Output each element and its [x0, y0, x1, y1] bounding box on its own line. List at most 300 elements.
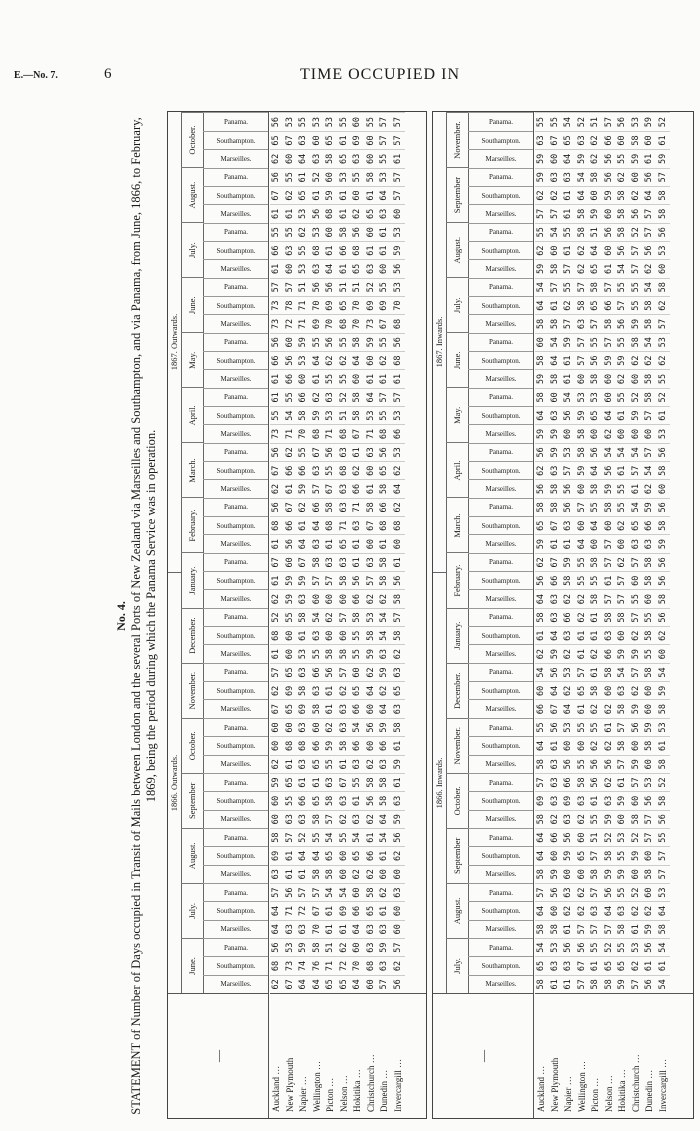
- days-cell: 62: [603, 424, 617, 442]
- port-label: Southampton.: [215, 851, 256, 860]
- port-label: Panama.: [488, 723, 513, 732]
- days-cell: 60: [365, 131, 379, 149]
- days-cell: 62: [630, 956, 644, 974]
- days-cell: 60: [616, 424, 630, 442]
- days-cell: 63: [549, 773, 563, 791]
- days-cell: 69: [378, 296, 392, 314]
- days-cell: 62: [392, 461, 406, 479]
- port-label: Panama.: [488, 668, 513, 677]
- port-heading: [203, 314, 268, 332]
- days-cell: 55: [630, 296, 644, 314]
- days-cell: 58: [643, 865, 657, 883]
- days-cell: 57: [324, 810, 338, 828]
- port-label: Panama.: [223, 338, 248, 347]
- days-cell: 56: [324, 443, 338, 461]
- port-label: Panama.: [223, 283, 248, 292]
- days-cell: 56: [535, 443, 549, 461]
- days-cell: 56: [378, 443, 392, 461]
- days-cell: 63: [338, 791, 352, 809]
- days-cell: 58: [535, 351, 549, 369]
- port-heading: [203, 443, 268, 461]
- days-cell: 56: [311, 278, 325, 296]
- month-heading: July.: [446, 938, 468, 993]
- days-cell: 60: [535, 333, 549, 351]
- days-cell: 62: [589, 736, 603, 754]
- days-cell: 59: [657, 681, 671, 699]
- days-cell: 61: [338, 204, 352, 222]
- port-heading: [203, 149, 268, 167]
- days-cell: 64: [535, 406, 549, 424]
- port-label: Southampton.: [215, 796, 256, 805]
- month-heading: March.: [181, 442, 203, 497]
- days-cell: 60: [284, 259, 298, 277]
- days-cell: 55: [616, 846, 630, 864]
- days-cell: 60: [351, 186, 365, 204]
- days-cell: 66: [378, 498, 392, 516]
- days-cell: 58: [324, 498, 338, 516]
- port-heading: [468, 608, 533, 626]
- days-cell: 63: [549, 755, 563, 773]
- port-label: Panama.: [223, 558, 248, 567]
- days-cell: 58: [616, 223, 630, 241]
- days-cell: 64: [297, 846, 311, 864]
- days-cell: 63: [392, 700, 406, 718]
- days-cell: 68: [270, 956, 284, 974]
- port-label: Southampton.: [480, 906, 521, 915]
- port-label: Panama.: [223, 668, 248, 677]
- days-cell: 61: [365, 828, 379, 846]
- town-label: Hokitika …: [617, 1069, 627, 1112]
- days-cell: 63: [549, 589, 563, 607]
- days-cell: 59: [535, 369, 549, 387]
- port-label: Panama.: [223, 503, 248, 512]
- days-cell: 58: [643, 369, 657, 387]
- days-cell: 65: [589, 406, 603, 424]
- days-cell: 52: [630, 223, 644, 241]
- days-cell: 63: [365, 920, 379, 938]
- port-heading: [468, 901, 533, 919]
- days-cell: 54: [535, 278, 549, 296]
- days-cell: 60: [270, 736, 284, 754]
- days-cell: 56: [562, 479, 576, 497]
- port-label: Panama.: [223, 228, 248, 237]
- days-cell: 59: [616, 791, 630, 809]
- days-cell: 57: [657, 846, 671, 864]
- days-cell: 58: [616, 700, 630, 718]
- days-cell: 61: [657, 131, 671, 149]
- days-cell: 60: [549, 901, 563, 919]
- month-heading: April.: [181, 387, 203, 442]
- days-cell: 63: [311, 149, 325, 167]
- days-cell: 53: [297, 644, 311, 662]
- days-cell: 60: [351, 938, 365, 956]
- days-cell: 57: [338, 608, 352, 626]
- days-cell: 54: [643, 278, 657, 296]
- days-cell: 59: [643, 113, 657, 131]
- days-cell: 63: [324, 773, 338, 791]
- days-cell: 61: [392, 553, 406, 571]
- days-cell: 58: [643, 736, 657, 754]
- port-label: Southampton.: [480, 741, 521, 750]
- port-heading: [468, 828, 533, 846]
- days-cell: 64: [378, 700, 392, 718]
- port-heading: [203, 901, 268, 919]
- days-cell: 62: [630, 681, 644, 699]
- port-heading: [468, 791, 533, 809]
- port-label: Panama.: [223, 118, 248, 127]
- days-cell: 57: [270, 663, 284, 681]
- days-cell: 62: [535, 553, 549, 571]
- days-cell: 63: [562, 516, 576, 534]
- days-cell: 60: [589, 534, 603, 552]
- days-cell: 60: [643, 681, 657, 699]
- days-cell: 60: [324, 168, 338, 186]
- days-cell: 55: [338, 369, 352, 387]
- port-label: Panama.: [223, 943, 248, 952]
- month-heading: August.: [181, 167, 203, 222]
- days-cell: 58: [297, 681, 311, 699]
- days-cell: 58: [338, 736, 352, 754]
- days-cell: 52: [657, 113, 671, 131]
- days-cell: 65: [351, 681, 365, 699]
- days-cell: 58: [657, 791, 671, 809]
- table-row: [270, 112, 284, 993]
- days-cell: 66: [378, 736, 392, 754]
- port-label: Marseilles.: [485, 319, 516, 328]
- days-cell: 64: [297, 534, 311, 552]
- days-cell: 62: [365, 810, 379, 828]
- days-cell: 58: [324, 149, 338, 167]
- port-heading: [468, 938, 533, 956]
- port-heading: [468, 241, 533, 259]
- port-label: Marseilles.: [485, 374, 516, 383]
- days-cell: 63: [535, 131, 549, 149]
- days-cell: 61: [562, 534, 576, 552]
- days-cell: 61: [284, 846, 298, 864]
- days-cell: 58: [603, 975, 617, 993]
- days-cell: 60: [576, 736, 590, 754]
- town-label: Nelson …: [603, 1075, 614, 1112]
- days-cell: 52: [657, 388, 671, 406]
- days-cell: 62: [392, 846, 406, 864]
- port-heading: [468, 681, 533, 699]
- town-label: Invercargill …: [392, 1058, 403, 1112]
- days-cell: 68: [338, 314, 352, 332]
- days-cell: 63: [643, 534, 657, 552]
- days-cell: 60: [589, 186, 603, 204]
- table-row: [311, 112, 325, 993]
- month-heading: July.: [181, 883, 203, 938]
- days-cell: 60: [630, 168, 644, 186]
- days-cell: 62: [270, 589, 284, 607]
- days-cell: 68: [392, 351, 406, 369]
- month-heading: December.: [181, 608, 203, 663]
- year-heading: 1867. Inwards.: [433, 112, 447, 572]
- port-label: Marseilles.: [485, 925, 516, 934]
- days-cell: 53: [297, 259, 311, 277]
- days-cell: 61: [297, 773, 311, 791]
- port-heading: [203, 406, 268, 424]
- days-cell: 55: [535, 113, 549, 131]
- days-cell: 63: [297, 920, 311, 938]
- days-cell: 56: [549, 718, 563, 736]
- port-heading: [203, 736, 268, 754]
- days-cell: 57: [535, 883, 549, 901]
- port-heading: [203, 278, 268, 296]
- days-cell: 59: [549, 644, 563, 662]
- days-cell: 51: [589, 223, 603, 241]
- table-row: [284, 112, 298, 993]
- port-heading: [203, 718, 268, 736]
- days-cell: 65: [311, 755, 325, 773]
- days-cell: 56: [284, 534, 298, 552]
- days-cell: 56: [351, 223, 365, 241]
- days-cell: 58: [630, 333, 644, 351]
- days-cell: 61: [392, 773, 406, 791]
- days-cell: 60: [535, 681, 549, 699]
- days-cell: 63: [324, 388, 338, 406]
- days-cell: 55: [643, 608, 657, 626]
- days-cell: 58: [589, 278, 603, 296]
- days-cell: 59: [297, 938, 311, 956]
- days-cell: 62: [576, 259, 590, 277]
- days-cell: 61: [324, 901, 338, 919]
- days-cell: 60: [549, 149, 563, 167]
- table-row: [324, 112, 338, 993]
- days-cell: 60: [643, 755, 657, 773]
- days-cell: 58: [643, 571, 657, 589]
- port-heading: [468, 700, 533, 718]
- days-cell: 54: [378, 608, 392, 626]
- days-cell: 62: [630, 626, 644, 644]
- days-cell: 60: [392, 204, 406, 222]
- port-heading: [203, 846, 268, 864]
- days-cell: 67: [284, 975, 298, 993]
- days-cell: 63: [616, 901, 630, 919]
- days-cell: 56: [270, 498, 284, 516]
- port-label: Southampton.: [215, 906, 256, 915]
- days-cell: 62: [535, 644, 549, 662]
- days-cell: 62: [630, 351, 644, 369]
- days-cell: 63: [338, 498, 352, 516]
- days-cell: 62: [270, 479, 284, 497]
- days-cell: 68: [392, 516, 406, 534]
- month-heading: October.: [446, 773, 468, 828]
- days-cell: 54: [657, 975, 671, 993]
- port-label: Panama.: [488, 778, 513, 787]
- port-heading: [468, 516, 533, 534]
- days-cell: 55: [297, 241, 311, 259]
- days-cell: 59: [297, 571, 311, 589]
- days-cell: 62: [338, 938, 352, 956]
- port-label: Panama.: [488, 943, 513, 952]
- days-cell: 58: [589, 553, 603, 571]
- days-cell: 58: [338, 223, 352, 241]
- days-cell: 63: [576, 131, 590, 149]
- port-label: Southampton.: [480, 796, 521, 805]
- days-cell: 58: [549, 259, 563, 277]
- days-cell: 59: [616, 351, 630, 369]
- days-cell: 69: [351, 131, 365, 149]
- days-cell: 60: [630, 571, 644, 589]
- port-label: Panama.: [488, 338, 513, 347]
- days-cell: 64: [324, 259, 338, 277]
- days-cell: 62: [562, 589, 576, 607]
- days-cell: 60: [270, 791, 284, 809]
- days-cell: 60: [297, 369, 311, 387]
- days-cell: 61: [338, 186, 352, 204]
- days-cell: 63: [338, 553, 352, 571]
- days-cell: 62: [643, 479, 657, 497]
- days-cell: 55: [351, 626, 365, 644]
- days-cell: 52: [630, 883, 644, 901]
- days-cell: 57: [616, 589, 630, 607]
- month-heading: May.: [181, 332, 203, 387]
- days-cell: 57: [338, 663, 352, 681]
- days-cell: 61: [270, 644, 284, 662]
- port-label: Marseilles.: [220, 925, 251, 934]
- days-cell: 71: [351, 498, 365, 516]
- days-cell: 58: [589, 168, 603, 186]
- days-cell: 57: [549, 204, 563, 222]
- table-row: [297, 112, 311, 993]
- days-cell: 62: [630, 901, 644, 919]
- days-cell: 59: [630, 406, 644, 424]
- days-cell: 60: [630, 369, 644, 387]
- days-cell: 65: [535, 956, 549, 974]
- days-cell: 60: [589, 424, 603, 442]
- days-cell: 65: [365, 204, 379, 222]
- days-cell: 78: [284, 296, 298, 314]
- days-cell: 57: [630, 608, 644, 626]
- days-cell: 61: [603, 571, 617, 589]
- days-cell: 60: [351, 113, 365, 131]
- days-cell: 66: [297, 461, 311, 479]
- days-cell: 71: [338, 516, 352, 534]
- days-cell: 57: [535, 773, 549, 791]
- days-cell: 61: [378, 369, 392, 387]
- days-cell: 56: [562, 755, 576, 773]
- month-heading: September: [446, 167, 468, 222]
- days-cell: 54: [284, 406, 298, 424]
- days-cell: 58: [657, 461, 671, 479]
- days-cell: 58: [351, 333, 365, 351]
- days-cell: 58: [297, 406, 311, 424]
- days-cell: 60: [324, 626, 338, 644]
- days-cell: 60: [365, 700, 379, 718]
- days-cell: 60: [603, 204, 617, 222]
- days-cell: 58: [549, 920, 563, 938]
- days-cell: 57: [297, 883, 311, 901]
- town-column: [270, 993, 426, 1118]
- days-cell: 63: [297, 810, 311, 828]
- days-cell: 57: [603, 553, 617, 571]
- port-label: Southampton.: [480, 246, 521, 255]
- table-row: [535, 112, 549, 993]
- days-cell: 60: [576, 828, 590, 846]
- days-cell: 55: [324, 369, 338, 387]
- days-cell: 60: [643, 846, 657, 864]
- days-cell: 69: [311, 314, 325, 332]
- town-label: Auckland …: [271, 1065, 281, 1112]
- month-heading: May.: [446, 387, 468, 442]
- port-label: Marseilles.: [485, 980, 516, 989]
- table-row: [630, 112, 644, 993]
- port-label: Southampton.: [215, 136, 256, 145]
- days-cell: 60: [392, 901, 406, 919]
- month-heading: October.: [181, 718, 203, 773]
- days-cell: 57: [576, 333, 590, 351]
- port-label: Southampton.: [480, 576, 521, 585]
- days-cell: 56: [284, 883, 298, 901]
- days-cell: 58: [643, 314, 657, 332]
- days-cell: 61: [643, 956, 657, 974]
- port-heading: [468, 369, 533, 387]
- port-label: Panama.: [223, 393, 248, 402]
- days-cell: 58: [324, 644, 338, 662]
- days-cell: 58: [630, 131, 644, 149]
- days-cell: 58: [589, 589, 603, 607]
- days-cell: 54: [630, 443, 644, 461]
- days-cell: 57: [589, 920, 603, 938]
- days-cell: 57: [576, 351, 590, 369]
- port-heading: [203, 461, 268, 479]
- days-cell: 60: [338, 626, 352, 644]
- month-heading: June.: [181, 938, 203, 993]
- port-label: Southampton.: [480, 136, 521, 145]
- port-label: Marseilles.: [485, 430, 516, 439]
- days-cell: 58: [338, 571, 352, 589]
- port-label: Marseilles.: [485, 595, 516, 604]
- days-cell: 55: [297, 113, 311, 131]
- days-cell: 58: [603, 608, 617, 626]
- days-cell: 56: [616, 113, 630, 131]
- days-cell: 62: [270, 755, 284, 773]
- days-cell: 64: [351, 920, 365, 938]
- year-heading: 1866. Outwards.: [168, 572, 182, 993]
- days-cell: 65: [324, 975, 338, 993]
- days-cell: 72: [297, 901, 311, 919]
- days-cell: 53: [630, 113, 644, 131]
- port-heading: [468, 351, 533, 369]
- days-cell: 57: [603, 534, 617, 552]
- days-cell: 56: [535, 571, 549, 589]
- days-cell: 55: [562, 278, 576, 296]
- days-cell: 65: [378, 461, 392, 479]
- table-row: [562, 112, 576, 993]
- days-cell: 66: [603, 296, 617, 314]
- days-cell: 71: [284, 901, 298, 919]
- days-cell: 57: [562, 461, 576, 479]
- days-cell: 62: [576, 589, 590, 607]
- days-cell: 54: [643, 333, 657, 351]
- days-cell: 64: [549, 626, 563, 644]
- rotated-statement: [112, 101, 698, 1131]
- days-cell: 61: [324, 534, 338, 552]
- port-heading: [203, 791, 268, 809]
- table-row: [392, 112, 406, 993]
- days-cell: 65: [297, 186, 311, 204]
- days-cell: 55: [616, 883, 630, 901]
- port-heading: [468, 883, 533, 901]
- days-cell: 70: [311, 920, 325, 938]
- days-cell: 63: [297, 663, 311, 681]
- port-label: Marseilles.: [220, 485, 251, 494]
- year-heading: 1866. Inwards.: [433, 572, 447, 993]
- days-cell: 61: [589, 791, 603, 809]
- days-cell: 62: [603, 773, 617, 791]
- days-cell: 55: [589, 810, 603, 828]
